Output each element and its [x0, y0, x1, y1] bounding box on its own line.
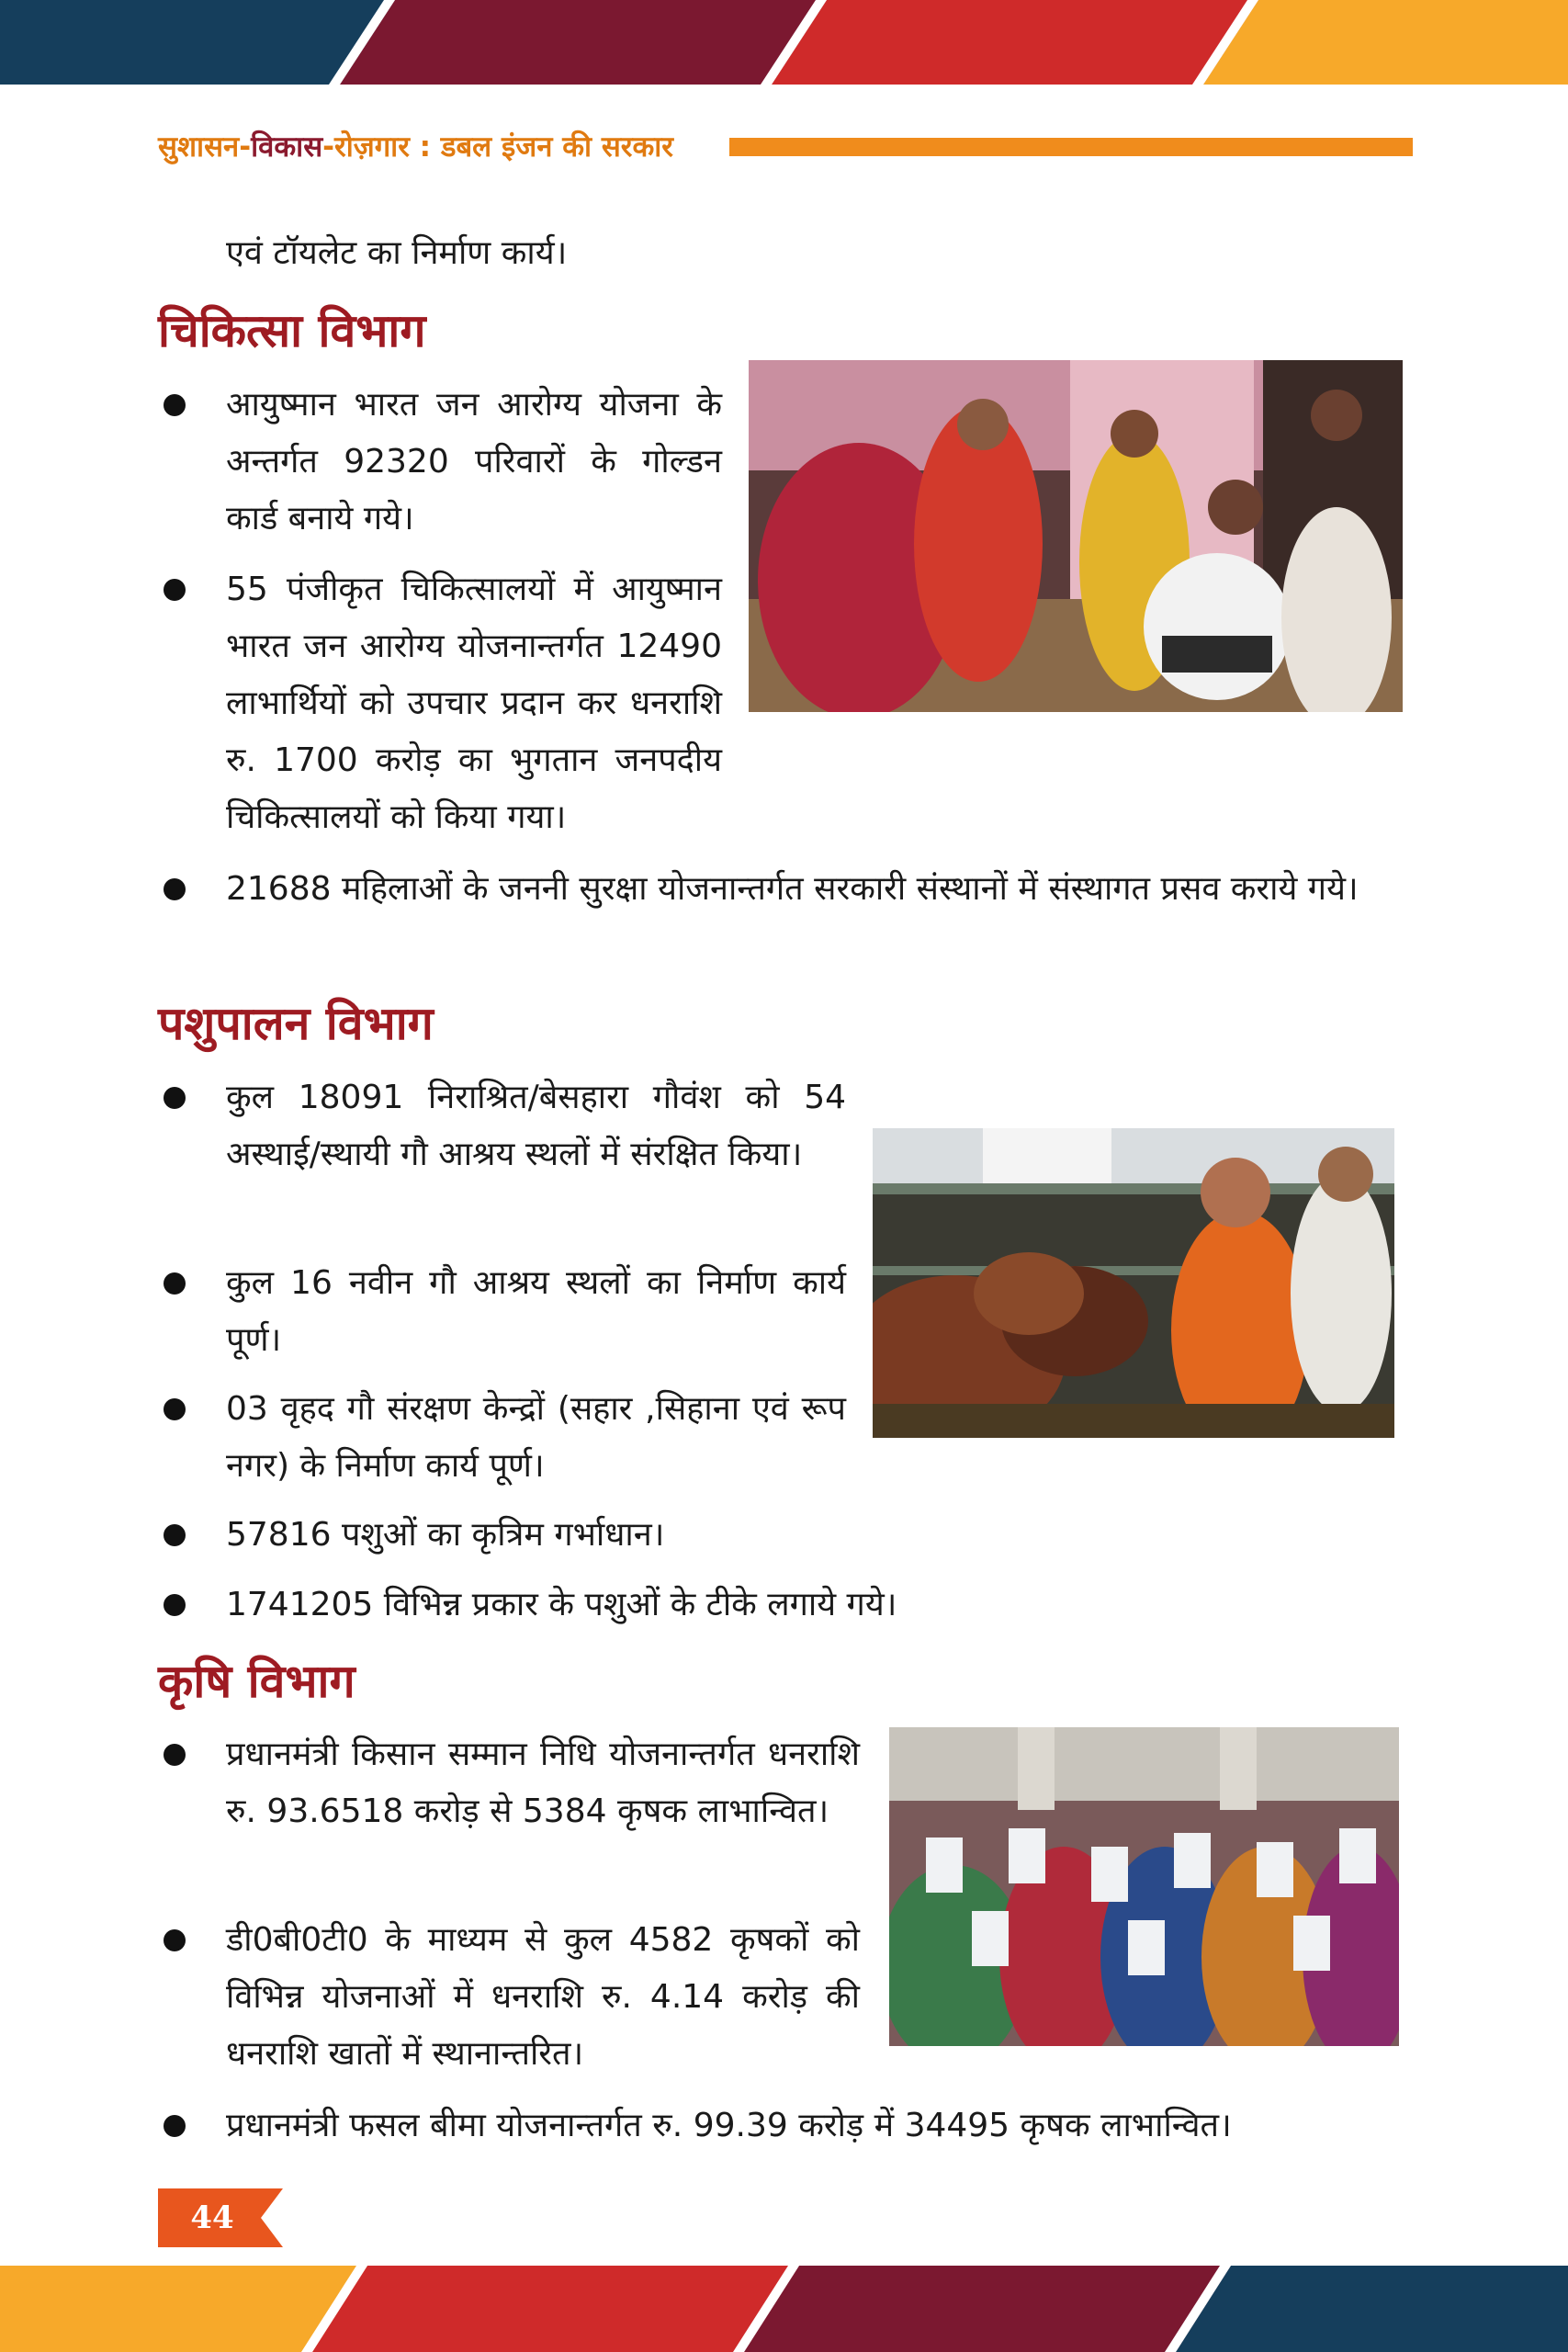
header-title-part1: सुशासन-: [158, 130, 252, 164]
header-rule: [729, 138, 1413, 156]
bottom-color-band: [0, 2266, 1568, 2352]
bullet-icon: [164, 1272, 186, 1295]
running-header: [158, 129, 1413, 165]
top-color-band: [0, 0, 1568, 85]
farmers-gathering-photo: [889, 1727, 1399, 2046]
animal-bullet-2: कुल 16 नवीन गौ आश्रय स्थलों का निर्माण कार्य पूर्ण।: [226, 1264, 846, 1359]
section-title-agriculture: कृषि विभाग: [158, 1655, 355, 1708]
header-title-part2: विकास: [251, 130, 323, 164]
section-title-animal-husbandry: पशुपालन विभाग: [158, 997, 434, 1050]
section-title-medical: चिकित्सा विभाग: [158, 304, 426, 357]
animal-bullet-3: 03 वृहद गौ संरक्षण केन्द्रों (सहार ,सिहाना एवं रूप नगर) के निर्माण कार्य पूर्ण।: [226, 1390, 846, 1485]
medical-bullet-2-text: 55 पंजीकृत चिकित्सालयों में आयुष्मान भारत जन आरोग्य योजनान्तर्गत 12490 लाभार्थियों को उपचार प्रदान कर धनराशि रु. 1700 करोड़ का भुगतान जनपदीय चिकित्सालयों को किया गया।: [226, 571, 722, 836]
bullet-icon: [164, 1929, 186, 1951]
bullet-icon: [164, 878, 186, 900]
bullet-icon: [164, 1594, 186, 1616]
bullet-icon: [164, 1744, 186, 1766]
agri-bullet-2: डी0बी0टी0 के माध्यम से कुल 4582 कृषकों को विभिन्न योजनाओं में धनराशि रु. 4.14 करोड़ की धनराशि खातों में स्थानान्तरित।: [226, 1921, 860, 2073]
header-title-part3: -रोज़गार : डबल इंजन की सरकार: [322, 130, 673, 164]
bullet-icon: [164, 1087, 186, 1109]
page-number: 44: [190, 2199, 234, 2236]
intro-continuation: एवं टॉयलेट का निर्माण कार्य।: [226, 234, 568, 272]
bullet-icon: [164, 1524, 186, 1546]
bullet-icon: [164, 2115, 186, 2137]
medical-bullet-3: 21688 महिलाओं के जननी सुरक्षा योजनान्तर्गत सरकारी संस्थानों में संस्थागत प्रसव कराये गये।: [226, 870, 1359, 908]
animal-bullet-5: 1741205 विभिन्न प्रकार के पशुओं के टीके लगाये गये।: [226, 1586, 897, 1623]
page-number-badge: [158, 2188, 287, 2247]
agri-bullet-1: प्रधानमंत्री किसान सम्मान निधि योजनान्तर्गत धनराशि रु. 93.6518 करोड़ से 5384 कृषक लाभान्वित।: [226, 1736, 860, 1830]
medical-bullet-1: आयुष्मान भारत जन आरोग्य योजना के अन्तर्गत 92320 परिवारों के गोल्डन कार्ड बनाये गये।: [226, 386, 722, 537]
agri-bullet-3: प्रधानमंत्री फसल बीमा योजनान्तर्गत रु. 99.39 करोड़ में 34495 कृषक लाभान्वित।: [226, 2107, 1232, 2144]
header-title: [158, 129, 673, 165]
medical-bullet-2: [226, 561, 722, 846]
cow-shelter-photo: [873, 1128, 1394, 1438]
bullet-icon: [164, 1398, 186, 1420]
animal-bullet-4: 57816 पशुओं का कृत्रिम गर्भाधान।: [226, 1516, 665, 1554]
medical-camp-photo: [749, 360, 1403, 712]
animal-bullet-1: कुल 18091 निराश्रित/बेसहारा गौवंश को 54 अस्थाई/स्थायी गौ आश्रय स्थलों में संरक्षित किया।: [226, 1079, 846, 1173]
bullet-icon: [164, 394, 186, 416]
bullet-icon: [164, 579, 186, 601]
